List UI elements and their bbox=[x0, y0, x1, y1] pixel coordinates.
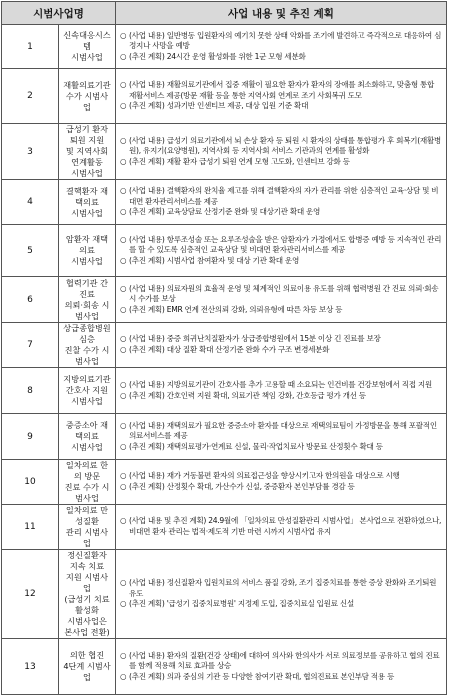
bullet-icon: ○ bbox=[120, 599, 127, 609]
description-item bbox=[120, 345, 443, 356]
table-row bbox=[2, 368, 447, 414]
row-number: 12 bbox=[2, 550, 59, 639]
project-name-line: 및 지역사회 연계활동 bbox=[65, 146, 109, 167]
project-description-cell bbox=[116, 550, 447, 639]
project-description-cell bbox=[116, 277, 447, 323]
project-name-line: 의한 협진 bbox=[69, 650, 105, 660]
table-row bbox=[2, 225, 447, 277]
table-row bbox=[2, 414, 447, 460]
description-text: (추진 계획) '급성기 집중치료병원' 지정제 도입, 집중치료실 입원료 신설 bbox=[129, 599, 354, 609]
description-text: (사업 내용 및 추진 계획) 24.9월에 「일차의료 만성질환관리 시범사업」 본사업으로 전환하였으나, 비대면 환자 관리는 법적·제도적 기반 마련 시까지 시범사업 유지 bbox=[129, 516, 442, 536]
project-description-cell bbox=[116, 368, 447, 414]
description-item bbox=[120, 471, 443, 482]
project-name-line: 시범사업 bbox=[71, 256, 103, 266]
project-name-line: 정신질환자 지속 치료 bbox=[67, 550, 107, 571]
project-name-line: 지방의료기관 bbox=[63, 374, 111, 384]
description-item bbox=[120, 391, 443, 402]
project-description-cell bbox=[116, 639, 447, 695]
project-name-line: 4단계 시범사업 bbox=[63, 661, 111, 682]
project-name-line: 협력기관 간 진료 bbox=[65, 277, 109, 299]
description-item bbox=[120, 256, 443, 267]
bullet-icon: ○ bbox=[120, 390, 127, 400]
bullet-icon: ○ bbox=[120, 345, 127, 354]
project-name-line: (급성기 치료 활성화 bbox=[64, 594, 110, 615]
description-text: (추진 계획) 24시간 운영 활성화를 위한 1군 모형 세분화 bbox=[129, 51, 306, 61]
project-name-cell bbox=[59, 460, 116, 505]
project-name-line: 진료 수가 시범사업 bbox=[64, 482, 110, 503]
project-name-cell bbox=[59, 505, 116, 550]
project-name-cell bbox=[59, 69, 116, 124]
table-row bbox=[2, 639, 447, 695]
table-row bbox=[2, 550, 447, 639]
description-item bbox=[120, 651, 443, 672]
project-name-line: 의뢰·회송 시범사업 bbox=[64, 299, 110, 321]
project-name-line: 암환자 재택의료 bbox=[65, 234, 109, 255]
project-name-cell bbox=[59, 368, 116, 414]
row-number: 11 bbox=[2, 505, 59, 550]
project-name-line: 관리 시범사업 bbox=[65, 527, 109, 548]
project-name-cell bbox=[59, 323, 116, 368]
row-number: 5 bbox=[2, 225, 59, 277]
project-name-line: 결핵환자 재택의료 bbox=[65, 185, 109, 207]
project-description-cell bbox=[116, 25, 447, 69]
project-name-line: 중증소아 재택의료 bbox=[65, 420, 109, 441]
description-text: (사업 내용) 급성기 의료기관에서 뇌 손상 환자 등 퇴원 시 환자의 상태를 통합평가 후 회복기(재활병원), 유지기(요양병원), 지역사회 등 지역사회 서비스 기관과의 연계를 활성화 bbox=[129, 135, 441, 156]
pilot-project-table-wrap bbox=[1, 1, 447, 695]
bullet-icon: ○ bbox=[120, 304, 127, 314]
description-text: (추진 계획) 대상 질환 확대 산정기준 완화 수가 구조 변경세분화 bbox=[129, 345, 330, 354]
bullet-icon: ○ bbox=[120, 30, 127, 40]
bullet-icon: ○ bbox=[120, 135, 127, 145]
description-item bbox=[120, 235, 443, 256]
description-text: (사업 내용) 정신질환자 입원치료의 서비스 품질 강화, 조기 집중치료를 통한 증상 완화와 조기퇴원 유도 bbox=[129, 578, 437, 598]
description-item bbox=[120, 136, 443, 157]
table-row bbox=[2, 124, 447, 180]
pilot-project-table bbox=[1, 1, 447, 695]
description-item bbox=[120, 599, 443, 610]
project-description-cell bbox=[116, 69, 447, 124]
project-name-line: 일차의료 만성질환 bbox=[65, 505, 109, 526]
project-name-cell bbox=[59, 124, 116, 180]
project-name-cell bbox=[59, 550, 116, 639]
bullet-icon: ○ bbox=[120, 156, 127, 166]
description-text: (사업 내용) 결핵환자의 완치율 제고를 위해 결핵환자의 자가 관리를 위한 심층적인 교육·상담 및 비대면 환자관리서비스를 제공 bbox=[129, 186, 439, 206]
description-item bbox=[120, 421, 443, 442]
header-description: 사업 내용 및 추진 계획 bbox=[116, 2, 447, 25]
description-text: (사업 내용) 재택의료가 필요한 중증소아 환자를 대상으로 재택의료팀이 가정방문을 통해 포괄적인 의료서비스를 제공 bbox=[129, 420, 437, 441]
project-name-cell bbox=[59, 25, 116, 69]
bullet-icon: ○ bbox=[120, 650, 127, 660]
project-name-cell bbox=[59, 225, 116, 277]
description-text: (사업 내용) 의료자원의 효율적 운영 및 체계적인 의료이용 유도를 위해 협력병원 간 진료 의뢰·회송 시 수가를 보상 bbox=[129, 283, 439, 304]
row-number: 7 bbox=[2, 323, 59, 368]
description-item bbox=[120, 101, 443, 112]
bullet-icon: ○ bbox=[120, 671, 127, 681]
table-row bbox=[2, 460, 447, 505]
project-name-cell bbox=[59, 414, 116, 460]
description-item bbox=[120, 442, 443, 453]
project-name-cell bbox=[59, 180, 116, 225]
project-name-line: 시범사업은 본사업 전환) bbox=[64, 616, 110, 637]
project-description-cell bbox=[116, 124, 447, 180]
description-text: (추진 계획) 성과기반 인센티브 제공, 대상 입원 기준 확대 bbox=[129, 101, 309, 111]
description-item bbox=[120, 157, 443, 168]
bullet-icon: ○ bbox=[120, 379, 127, 389]
description-item bbox=[120, 380, 443, 391]
row-number: 4 bbox=[2, 180, 59, 225]
description-text: (추진 계획) 재활 환자 급성기 퇴원 연계 모형 고도화, 인센티브 강화 등 bbox=[129, 156, 350, 166]
description-item bbox=[120, 186, 443, 207]
description-item bbox=[120, 80, 443, 101]
table-row bbox=[2, 180, 447, 225]
description-item bbox=[120, 284, 443, 305]
description-text: (사업 내용) 환자의 질환(건강 상태)에 대하여 의사와 한의사가 서로 의료정보를 공유하고 협의 진료를 함께 적용해 치료 효과를 상승 bbox=[129, 650, 440, 671]
project-name-line: 재활의료기관 bbox=[63, 79, 111, 90]
row-number: 8 bbox=[2, 368, 59, 414]
row-number: 9 bbox=[2, 414, 59, 460]
project-description-cell bbox=[116, 460, 447, 505]
row-number: 2 bbox=[2, 69, 59, 124]
project-description-cell bbox=[116, 225, 447, 277]
description-text: (추진 계획) 재택의료평가·연계료 신설, 물리·작업치료사 방문료 산정횟수 확대 등 bbox=[129, 441, 383, 451]
table-row bbox=[2, 25, 447, 69]
bullet-icon: ○ bbox=[120, 516, 127, 526]
project-name-line: 간호사 지원 시범사업 bbox=[65, 385, 109, 406]
description-text: (사업 내용) 일반병동 입원환자의 예기치 못한 상태 악화를 조기에 발견하고 즉각적으로 대응하여 심정지나 사망을 예방 bbox=[129, 30, 442, 51]
description-text: (추진 계획) 산정횟수 확대, 가산수가 신설, 중증환자 본인부담률 경감 등 bbox=[129, 482, 355, 491]
description-text: (추진 계획) EMR 연계 전산의뢰 강화, 의뢰유형에 따른 차등 보상 등 bbox=[129, 304, 343, 314]
project-name-line: 급성기 환자 퇴원 지원 bbox=[65, 124, 109, 145]
table-body bbox=[2, 25, 447, 695]
description-item bbox=[120, 52, 443, 63]
project-description-cell bbox=[116, 414, 447, 460]
project-name-line: 시범사업 bbox=[71, 168, 103, 178]
project-description-cell bbox=[116, 323, 447, 368]
table-row bbox=[2, 323, 447, 368]
bullet-icon: ○ bbox=[120, 80, 127, 90]
header-project-name: 시범사업명 bbox=[2, 2, 116, 25]
bullet-icon: ○ bbox=[120, 471, 127, 481]
bullet-icon: ○ bbox=[120, 51, 127, 61]
bullet-icon: ○ bbox=[120, 255, 127, 265]
table-row bbox=[2, 69, 447, 124]
bullet-icon: ○ bbox=[120, 186, 127, 196]
project-name-cell bbox=[59, 639, 116, 695]
project-name-line: 신속대응시스템 bbox=[63, 30, 111, 51]
description-item bbox=[120, 305, 443, 316]
bullet-icon: ○ bbox=[120, 207, 127, 217]
row-number: 1 bbox=[2, 25, 59, 69]
row-number: 6 bbox=[2, 277, 59, 323]
table-header-row bbox=[2, 2, 447, 25]
table-row bbox=[2, 277, 447, 323]
project-name-line: 일차의료 한의 방문 bbox=[65, 460, 109, 481]
description-text: (추진 계획) 교육상담료 산정기준 완화 및 대상기관 확대 운영 bbox=[129, 207, 321, 217]
description-text: (사업 내용) 항루조성술 또는 요루조성술을 받은 암환자가 가정에서도 합병증 예방 등 지속적인 관리를 할 수 있도록 심층적인 교육상담 및 비대면 환자관리서비스를 제공 bbox=[129, 234, 442, 255]
project-name-line: 지원 시범사업 bbox=[65, 572, 109, 593]
row-number: 10 bbox=[2, 460, 59, 505]
project-name-line: 상급종합병원 심층 bbox=[63, 323, 111, 344]
description-item bbox=[120, 672, 443, 683]
description-item bbox=[120, 31, 443, 52]
project-name-line: 시범사업 bbox=[71, 442, 103, 452]
bullet-icon: ○ bbox=[120, 441, 127, 451]
project-name-cell bbox=[59, 277, 116, 323]
bullet-icon: ○ bbox=[120, 420, 127, 430]
project-name-line: 진찰 수가 시범사업 bbox=[64, 345, 110, 366]
description-text: (사업 내용) 재가 거동불편 환자의 의료접근성을 향상시키고자 한의원을 대상으로 시행 bbox=[129, 471, 400, 481]
row-number: 3 bbox=[2, 124, 59, 180]
project-description-cell bbox=[116, 505, 447, 550]
table-row bbox=[2, 505, 447, 550]
bullet-icon: ○ bbox=[120, 334, 127, 344]
description-text: (사업 내용) 중증 희귀난치질환자가 상급종합병원에서 15분 이상 긴 진료를 보장 bbox=[129, 334, 381, 344]
project-name-line: 시범사업 bbox=[71, 52, 103, 62]
project-description-cell bbox=[116, 180, 447, 225]
description-text: (사업 내용) 지방의료기관이 간호사를 추가 고용할 때 소요되는 인건비를 건강보험에서 직접 지원 bbox=[129, 379, 432, 389]
description-text: (추진 계획) 의과 중심의 기관 등 다양한 참여기관 확대, 협의진료료 본인부담 적용 등 bbox=[129, 671, 394, 681]
description-item bbox=[120, 207, 443, 218]
bullet-icon: ○ bbox=[120, 283, 127, 293]
bullet-icon: ○ bbox=[120, 234, 127, 244]
description-item bbox=[120, 334, 443, 345]
description-text: (추진 계획) 시범사업 참여환자 및 대상 기관 확대 운영 bbox=[129, 255, 299, 265]
description-item bbox=[120, 578, 443, 599]
description-text: (사업 내용) 재활의료기관에서 집중 재활이 필요한 환자가 환자의 장애를 최소화하고, 맞춤형 통합 재활서비스 제공(방문 재활 등을 통한 지역사회 연계로 조기 사회복귀 도모 bbox=[129, 80, 435, 100]
row-number: 13 bbox=[2, 639, 59, 695]
description-item bbox=[120, 516, 443, 537]
description-text: (추진 계획) 간호인력 지원 확대, 의료기관 책임 강화, 간호등급 평가 개선 등 bbox=[129, 390, 366, 400]
bullet-icon: ○ bbox=[120, 101, 127, 111]
project-name-line: 시범사업 bbox=[71, 207, 103, 218]
bullet-icon: ○ bbox=[120, 482, 127, 491]
project-name-line: 수가 시범사업 bbox=[65, 90, 109, 112]
bullet-icon: ○ bbox=[120, 578, 127, 588]
description-item bbox=[120, 482, 443, 493]
